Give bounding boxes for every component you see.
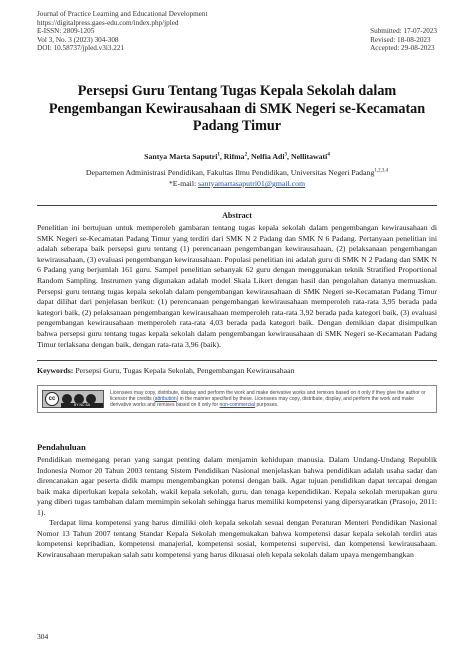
email-link[interactable]: santyamartasaputri01@gmail.com [198,179,306,188]
license-text-a: Licensees may copy, distribute, display and perform the work and make derivative works and remixes based on it only if they give the author or licensor the credits ( [110,389,426,402]
submitted-date: Submitted: 17-07-2023 [370,27,437,35]
submission-dates [370,27,437,53]
author-4-sup: 4 [327,152,330,158]
author-list [37,152,437,161]
author-2-sup: 2 [244,152,248,158]
abstract-text: Penelitian ini bertujuan untuk memperoleh gambaran tentang tugas kepala sekolah dalam pengembangan kewirausahaan di SMK Negeri se-Kecamatan Padang Timur yang terdiri dari SMK N 2 Padang dan SMK N 6 Padang. Pertanyaan penelitian ini adalah seberapa baik persepsi guru tentang (1) perencanaan pengembangan kewirausahaan, (2) pelaksanaan pengembangan kewirausahaan, (3) evaluasi pengembangan kewirausahaan. Populasi penelitian ini adalah guru di SMK N 2 Padang dan SMK N 6 Padang yang berjumlah 161 guru. Sampel penelitian sebanyak 62 guru dengan menggunakan teknik Stratified Proportional Random Sampling. Instrumen yang digunakan adalah model Skala Likert dengan hasil dan pengolahan datanya memuaskan. Persepsi guru tentang tugas kepala sekolah dalam pengembangan kewirausahaan di SMK Negeri se-Kecamatan Padang Timur dapat dilihat dari penjelasan berikut: (1) perencanaan pengembangan kewirausahaan memperoleh rata-rata 3,95 berada pada kategori baik, (2) pelaksanaan pengembangan kewirausahaan memperoleh rata-rata 3,92 berada pada kategori baik, (3) evaluasi pengembangan kewirausahaan memperoleh rata-rata 4,03 berada pada kategori baik. Dengan demikian dapat disimpulkan bahwa persepsi guru tentang tugas kepala sekolah dalam pengembangan kewirausahaan di SMK Negeri se-Kecamatan Padang Timur terlaksana dengan baik, dengan rata-rata 3,96 (baik). [37,223,437,349]
license-box [37,385,437,413]
journal-eissn: E-ISSN: 2809-1205 [37,27,95,36]
cc-icon: cc [45,392,59,406]
paragraph-1: Pendidikan memegang peran yang sangat penting dalam menjamin kehidupan manusia. Dalam Undang-Undang Republik Indonesia Nomor 20 Tahun 2003 tentang Sistem Pendidikan Nasional menjelaskan bahwa pendidikan adalah usaha sadar dan direncanakan agar peserta didik mampu mengembangkan potensi dengan baik. Agar tujuan pendidikan dapat tercapai dengan baik maka diperlukan kepala sekolah, wakil kepala sekolah, guru, dan tenaga kependidikan. Kepala sekolah merupakan guru yang diberi tugas tambahan dalam memimpin sekolah sehingga harus memiliki kompetensi yang dipersyaratkan (Prasojo, 2011: 1). [37,455,437,517]
title-line-1: Persepsi Guru Tentang Tugas Kepala Sekolah dalam [77,83,397,99]
revised-date: Revised: 18-08-2023 [370,35,431,44]
author-1-sup: 1 [217,152,220,158]
corresponding-email [37,179,437,188]
author-3: , Nelfia Adi [247,152,285,161]
noncommercial-link[interactable]: non-commercial [219,402,256,409]
journal-doi: DOI: 10.58737/jpled.v3i3.221 [37,44,125,53]
license-text-b: ) in the manner specified by these. Licensees may copy, distribute, display, and perform the work and make derivative works and remixes based on it only for [110,395,414,409]
cc-license-badge[interactable] [42,390,104,408]
accepted-date: Accepted: 29-08-2023 [370,44,435,53]
paper-title [37,83,437,136]
attribution-link[interactable]: attribution [154,395,177,402]
author-1: Santya Marta Saputri [144,152,218,161]
journal-name: Journal of Practice Learning and Educational Development [37,10,208,18]
journal-url[interactable]: https://digitalpress.gaes-edu.com/index.php/jpled [37,18,179,27]
journal-volume: Vol 3, No. 3 (2023) 304-308 [37,35,119,44]
title-line-2: Pengembangan Kewirausahaan di SMK Negeri se-Kecamatan [48,100,426,117]
abstract-heading: Abstract [222,211,252,220]
author-2: , Rifma [219,152,245,161]
section-body [37,455,437,560]
paragraph-2: Terdapat lima kompetensi yang harus dimiliki oleh kepala sekolah sesuai dengan Peraturan Menteri Pendidikan Nasional Nomor 13 Tahun 2007 tentang Standar Kepala Sekolah mengemukakan bahwa kompetensi dasar kepala sekolah terdiri atas kompetensi kepribadian, kompetensi manajerial, kompetensi sosial, kompetensi supervisi, dan kompetensi kewirausahaan. Kewirausahaan merupakan salah satu kompetensi yang harus dikuasai oleh kepala sekolah dalam upaya mengembangkan [37,518,437,559]
section-heading: Pendahuluan [37,442,86,452]
keywords-label: Keywords: [37,366,74,375]
keywords [37,366,437,375]
title-line-3: Padang Timur [192,118,282,134]
author-3-sup: 3 [284,152,288,158]
license-text-c: purposes. [255,402,279,409]
affiliation-sup: 1,2,3,4 [374,168,389,174]
affiliation [37,168,437,177]
author-4: , Nellitawati [287,152,328,161]
cc-badge-label: BY NC SA [61,403,103,408]
page-number: 304 [37,632,49,641]
abstract-section [37,205,437,361]
keywords-text: Persepsi Guru, Tugas Kepala Sekolah, Pengembangan Kewirausahaan [73,366,295,375]
license-text [110,390,432,409]
affiliation-text: Departemen Administrasi Pendidikan, Fakultas Ilmu Pendidikan, Universitas Negeri Padang [85,168,375,177]
email-label: *E-mail: [168,179,199,188]
